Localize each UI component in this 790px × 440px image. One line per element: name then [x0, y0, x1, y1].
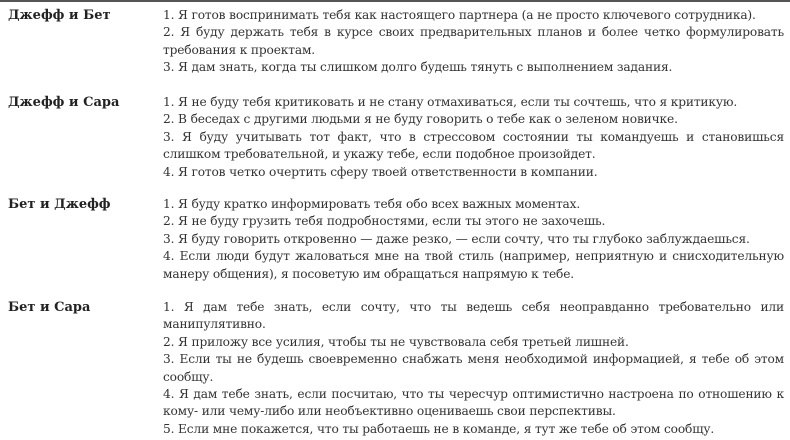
- commitments-list: [163, 94, 784, 181]
- list-item: 2. В беседах с другими людьми я не буду говорить о тебе как о зеленом новичке.: [163, 112, 678, 127]
- list-item: 4. Я готов четко очертить сферу твоей ответственности в компании.: [163, 164, 598, 179]
- list-item: 3. Если ты не будешь своевременно снабжать меня необходимой информацией, я тебе об этом сообщу.: [163, 352, 784, 384]
- pair-name: Бет и Джефф: [8, 197, 111, 212]
- table-row: [0, 2, 790, 87]
- list-item: 1. Я буду кратко информировать тебя обо всех важных моментах.: [163, 197, 581, 211]
- list-item: 4. Если люди будут жаловаться мне на твой стиль (например, неприятную и снисходительную манеру общения), я посоветую им обращаться напрямую к тебе.: [163, 249, 784, 281]
- list-item: 2. Я приложу все усилия, чтобы ты не чувствовала себя третьей лишней.: [163, 334, 629, 349]
- table-row: [0, 189, 790, 293]
- list-item: 4. Я дам тебе знать, если посчитаю, что ты чересчур оптимистично настроена по отношению к кому- или чему-либо или необъективно оцениваешь свои перспективы.: [163, 387, 784, 419]
- list-item: 3. Я буду учитывать тот факт, что в стрессовом состоянии ты командуешь и становишься слишком требовательной, и укажу тебе, если подобное произойдет.: [163, 129, 784, 162]
- list-item: 5. Если мне покажется, что ты работаешь не в команде, я тут же тебе об этом сообщу.: [163, 421, 715, 436]
- commitments-list: [163, 7, 784, 77]
- table-row: [0, 293, 790, 438]
- list-item: 1. Я дам тебе знать, если сочту, что ты ведешь себя неоправданно требовательно или манипулятивно.: [163, 300, 784, 332]
- list-item: 2. Я буду держать тебя в курсе своих предварительных планов и более четко формулировать требования к проектам.: [163, 25, 784, 57]
- pair-name: Джефф и Сара: [8, 95, 120, 110]
- list-item: 2. Я не буду грузить тебя подробностями, если ты этого не захочешь.: [163, 214, 606, 229]
- list-item: 3. Я буду говорить откровенно — даже резко, — если сочту, что ты глубоко заблуждаешься.: [163, 231, 750, 246]
- list-item: 1. Я готов воспринимать тебя как настоящего партнера (а не просто ключевого сотрудника).: [163, 8, 756, 22]
- pair-name: Джефф и Бет: [8, 8, 111, 23]
- list-item: 1. Я не буду тебя критиковать и не стану отмахиваться, если ты сочтешь, что я критикую.: [163, 95, 738, 109]
- pair-name: Бет и Сара: [8, 300, 91, 315]
- list-item: 3. Я дам знать, когда ты слишком долго будешь тянуть с выполнением задания.: [163, 60, 673, 75]
- commitments-list: [163, 196, 784, 283]
- commitments-list: [163, 299, 784, 438]
- table-row: [0, 87, 790, 189]
